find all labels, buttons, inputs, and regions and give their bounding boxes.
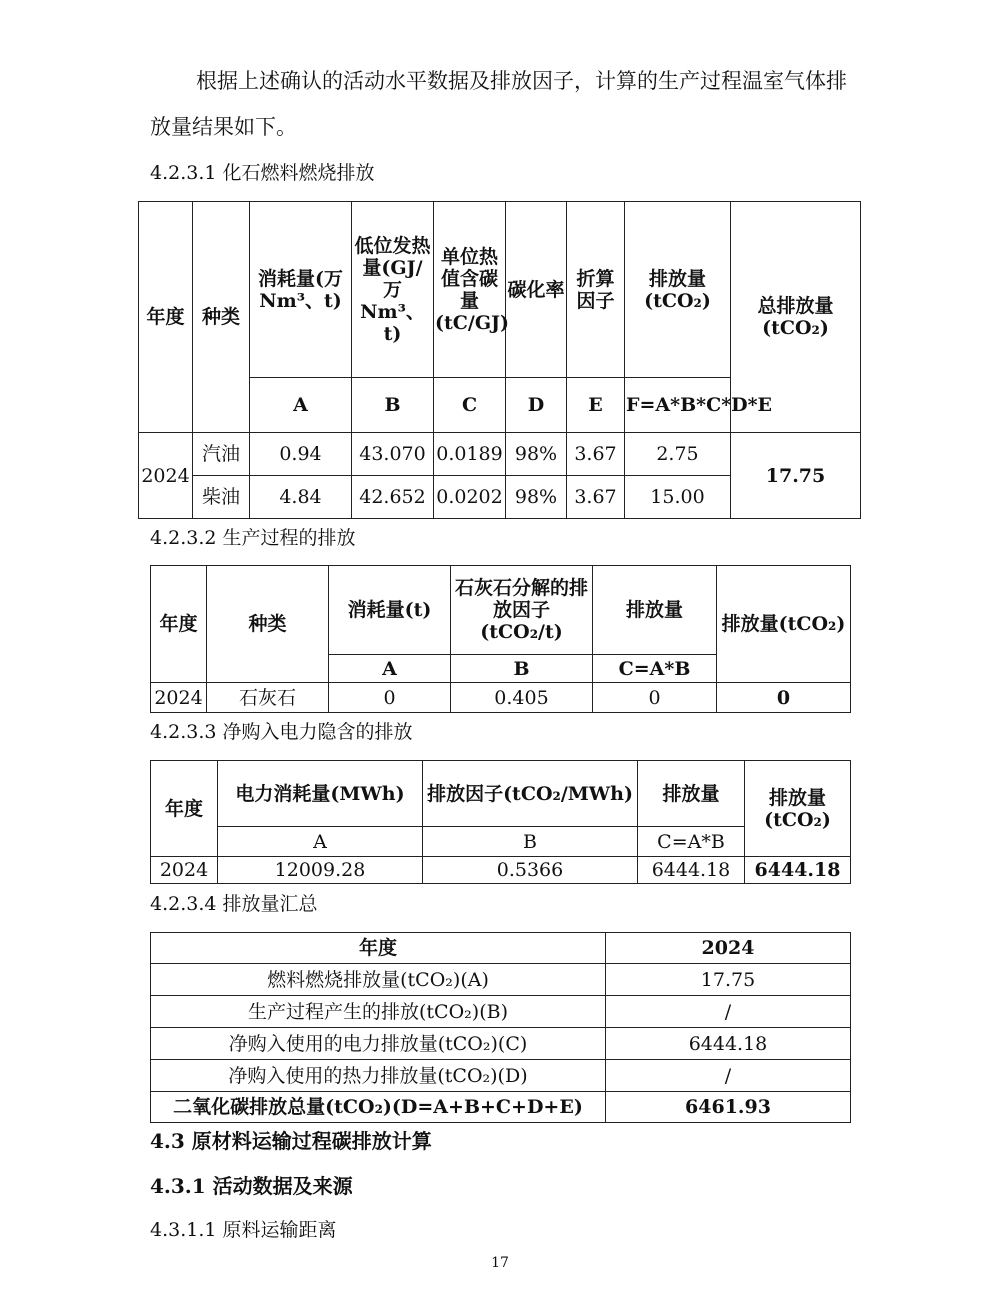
code-f: F=A*B*C*D*E [625, 378, 731, 433]
header-year: 年度 [139, 202, 193, 433]
header-consumption: 消耗量(万Nm³、t) [250, 202, 352, 378]
intro-paragraph: 根据上述确认的活动水平数据及排放因子，计算的生产过程温室气体排放量结果如下。 [150, 69, 847, 139]
header-year: 年度 [151, 761, 218, 857]
heading-4-3: 4.3 原材料运输过程碳排放计算 [150, 1129, 432, 1153]
cell-a: 12009.28 [218, 857, 423, 884]
header-emission: 排放量 [638, 761, 745, 827]
header-emission: 排放量(tCO₂) [625, 202, 731, 378]
emission-summary-table [150, 932, 851, 1123]
header-label: 年度 [151, 933, 606, 964]
section-title-4231: 4.2.3.1 化石燃料燃烧排放 [150, 162, 375, 184]
header-year: 年度 [151, 566, 207, 683]
section-title-4234: 4.2.3.4 排放量汇总 [150, 893, 318, 915]
summary-label: 净购入使用的电力排放量(tCO₂)(C) [151, 1028, 606, 1060]
page-number: 17 [491, 1255, 509, 1271]
header-consumption: 消耗量(t) [329, 566, 451, 655]
header-factor: 折算因子 [567, 202, 625, 378]
header-year: 2024 [606, 933, 851, 964]
total-emission: 6444.18 [745, 857, 851, 884]
header-total: 排放量(tCO₂) [745, 761, 851, 857]
heading-4-3-1-1: 4.3.1.1 原料运输距离 [150, 1219, 337, 1241]
header-carbon-content: 单位热值含碳量(tC/GJ) [434, 202, 506, 378]
fuel-type: 柴油 [193, 476, 250, 519]
cell-a: 4.84 [250, 476, 352, 519]
summary-value: / [606, 996, 851, 1028]
code-d: D [506, 378, 567, 433]
code-e: E [567, 378, 625, 433]
fossil-fuel-table [138, 201, 861, 519]
heading-4-3-1: 4.3.1 活动数据及来源 [150, 1174, 353, 1198]
process-emission-table [150, 565, 851, 713]
summary-label: 生产过程产生的排放(tCO₂)(B) [151, 996, 606, 1028]
cell-c: 0 [593, 683, 717, 713]
row-year: 2024 [151, 683, 207, 713]
code-c: C=A*B [593, 655, 717, 683]
total-emission: 0 [717, 683, 851, 713]
header-electricity: 电力消耗量(MWh) [218, 761, 423, 827]
section-title-4233: 4.2.3.3 净购入电力隐含的排放 [150, 721, 413, 743]
cell-d: 98% [506, 476, 567, 519]
summary-total-value: 6461.93 [606, 1092, 851, 1123]
row-year: 2024 [151, 857, 218, 884]
header-factor: 石灰石分解的排放因子(tCO₂/t) [451, 566, 593, 655]
fuel-type: 汽油 [193, 433, 250, 476]
code-c: C=A*B [638, 827, 745, 857]
summary-label: 燃料燃烧排放量(tCO₂)(A) [151, 964, 606, 996]
cell-f: 15.00 [625, 476, 731, 519]
cell-b: 0.5366 [423, 857, 638, 884]
code-b: B [352, 378, 434, 433]
code-a: A [250, 378, 352, 433]
header-total: 排放量(tCO₂) [717, 566, 851, 683]
header-oxidation: 碳化率 [506, 202, 567, 378]
header-total: 总排放量(tCO₂) [731, 202, 861, 433]
summary-value: / [606, 1060, 851, 1092]
code-b: B [423, 827, 638, 857]
summary-value: 17.75 [606, 964, 851, 996]
cell-a: 0 [329, 683, 451, 713]
cell-c: 0.0202 [434, 476, 506, 519]
header-emission: 排放量 [593, 566, 717, 655]
cell-c: 0.0189 [434, 433, 506, 476]
summary-total-label: 二氧化碳排放总量(tCO₂)(D=A+B+C+D+E) [151, 1092, 606, 1123]
material-type: 石灰石 [207, 683, 329, 713]
cell-c: 6444.18 [638, 857, 745, 884]
code-a: A [218, 827, 423, 857]
cell-e: 3.67 [567, 476, 625, 519]
code-a: A [329, 655, 451, 683]
header-type: 种类 [207, 566, 329, 683]
cell-e: 3.67 [567, 433, 625, 476]
cell-a: 0.94 [250, 433, 352, 476]
cell-d: 98% [506, 433, 567, 476]
electricity-emission-table [150, 760, 851, 884]
header-factor: 排放因子(tCO₂/MWh) [423, 761, 638, 827]
section-title-4232: 4.2.3.2 生产过程的排放 [150, 527, 356, 549]
cell-b: 42.652 [352, 476, 434, 519]
code-b: B [451, 655, 593, 683]
row-year: 2024 [139, 433, 193, 519]
header-ncv: 低位发热量(GJ/万Nm³、t) [352, 202, 434, 378]
cell-f: 2.75 [625, 433, 731, 476]
cell-b: 0.405 [451, 683, 593, 713]
cell-b: 43.070 [352, 433, 434, 476]
summary-label: 净购入使用的热力排放量(tCO₂)(D) [151, 1060, 606, 1092]
header-type: 种类 [193, 202, 250, 433]
code-c: C [434, 378, 506, 433]
summary-value: 6444.18 [606, 1028, 851, 1060]
total-emission: 17.75 [731, 433, 861, 519]
